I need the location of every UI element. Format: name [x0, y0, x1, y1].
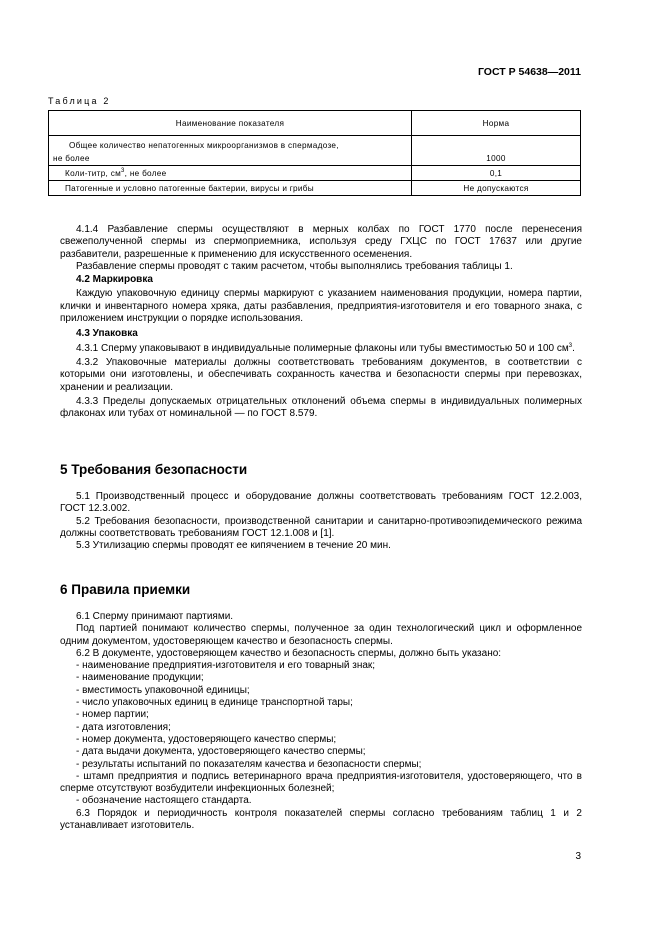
- table-2: [48, 110, 581, 196]
- table-cell-value: 0,1: [412, 166, 581, 181]
- table-cell-name-line2: не более: [53, 153, 90, 163]
- list-item: - вместимость упаковочной единицы;: [76, 684, 250, 696]
- list-item: - штамп предприятия и подпись ветеринарного врача предприятия-изготовителя, удостоверяющего, что в сперме отсутствуют возбудители инфекционных болезней;: [60, 770, 582, 795]
- paragraph-4-3-1: [60, 343, 582, 355]
- superscript: 3: [121, 167, 125, 174]
- list-item: - наименование продукции;: [76, 672, 204, 684]
- table-header-norm: Норма: [412, 111, 581, 136]
- list-item: - результаты испытаний по показателям качества и безопасности спермы;: [76, 758, 422, 770]
- table-cell-value: 1000: [412, 136, 581, 166]
- paragraph-5-2: 5.2 Требования безопасности, производственной санитарии и санитарно-противоэпидемического режима должны соответствовать требованиям ГОСТ 12.1.008 и [1].: [60, 515, 582, 539]
- section-4-text: [60, 224, 582, 420]
- table-row: [49, 166, 581, 181]
- table-header-name: Наименование показателя: [49, 111, 412, 136]
- paragraph-4-1-4: 4.1.4 Разбавление спермы осуществляют в мерных колбах по ГОСТ 1770 после перенесения свежеполученной спермы из спермоприемника, используя среду ГХЦС по ГОСТ 17637 или другие разбавители, разрешенные к применению для искусственного осеменения.: [60, 224, 582, 260]
- list-item: - дата изготовления;: [76, 721, 171, 733]
- table-header-row: [49, 111, 581, 136]
- table-cell-value: Не допускаются: [412, 181, 581, 196]
- list-item: - дата выдачи документа, удостоверяющего качество спермы;: [76, 746, 366, 758]
- page-number: 3: [575, 851, 581, 862]
- section-5-text: [60, 491, 582, 552]
- table-cell-name-text: , не более: [124, 168, 167, 178]
- subheading-4-2: 4.2 Маркировка: [76, 274, 153, 286]
- table-cell-name-line1: Общее количество непатогенных микроорганизмов в спермадозе,: [69, 140, 339, 150]
- paragraph-4-1-4-b: Разбавление спермы проводят с таким расчетом, чтобы выполнялись требования таблицы 1.: [76, 260, 513, 272]
- list-item: - обозначение настоящего стандарта.: [76, 795, 252, 807]
- table-cell-name-text: Коли-титр, см: [65, 168, 122, 178]
- list-item: - номер партии;: [76, 709, 149, 721]
- document-header: ГОСТ Р 54638—2011: [477, 66, 581, 78]
- paragraph-4-2: Каждую упаковочную единицу спермы маркируют с указанием наименования продукции, номера партии, клички и инвентарного номера хряка, даты разбавления, предприятия-изготовителя и его товарного знака, с приложением инструкции о порядке использования.: [60, 288, 582, 325]
- table-cell-name: [49, 136, 412, 166]
- paragraph-5-3: 5.3 Утилизацию спермы проводят ее кипячением в течение 20 мин.: [76, 540, 391, 552]
- paragraph-6-1: 6.1 Сперму принимают партиями.: [76, 611, 234, 622]
- paragraph-5-1: 5.1 Производственный процесс и оборудование должны соответствовать требованиям ГОСТ 12.2.003, ГОСТ 12.3.002.: [60, 491, 582, 515]
- paragraph-6-3: 6.3 Порядок и периодичность контроля показателей спермы согласно требованиям таблиц 1 и 2 устанавливает изготовитель.: [60, 807, 582, 832]
- section-heading-6: 6 Правила приемки: [60, 582, 191, 597]
- table-row: [49, 136, 581, 166]
- list-item: - номер документа, удостоверяющего качество спермы;: [76, 733, 337, 745]
- list-item: - число упаковочных единиц в единице транспортной тары;: [76, 697, 353, 709]
- paragraph-4-3-2: 4.3.2 Упаковочные материалы должны соответствовать требованиям документов, в соответствии с которыми они изготовлены, и обеспечивать сохранность качества и безопасности спермы при перевозках, хранении и реализации.: [60, 356, 582, 393]
- paragraph-6-2: 6.2 В документе, удостоверяющем качество и безопасность спермы, должно быть указано:: [76, 647, 502, 659]
- superscript: 3: [568, 342, 573, 349]
- table-cell-name: [49, 166, 412, 181]
- paragraph-text: 4.3.1 Сперму упаковывают в индивидуальные полимерные флаконы или тубы вместимостью 50 и 100 см: [76, 342, 569, 354]
- list-item: - наименование предприятия-изготовителя и его товарный знак;: [76, 660, 376, 672]
- paragraph-4-3-3: 4.3.3 Пределы допускаемых отрицательных отклонений объема спермы в индивидуальных полимерных флаконах или тубах от номинальной — по ГОСТ 8.579.: [60, 395, 582, 420]
- paragraph-text: .: [572, 342, 575, 354]
- table-caption: Таблица 2: [48, 96, 111, 106]
- paragraph-6-1-b: Под партией понимают количество спермы, полученное за один технологический цикл и оформленное одним документом, удостоверяющем качество и безопасность спермы.: [60, 623, 582, 647]
- section-6-text: [60, 611, 582, 832]
- section-heading-5: 5 Требования безопасности: [60, 462, 248, 477]
- subheading-4-3: 4.3 Упаковка: [76, 328, 138, 340]
- table-row: [49, 181, 581, 196]
- table-cell-name: Патогенные и условно патогенные бактерии, вирусы и грибы: [49, 181, 412, 196]
